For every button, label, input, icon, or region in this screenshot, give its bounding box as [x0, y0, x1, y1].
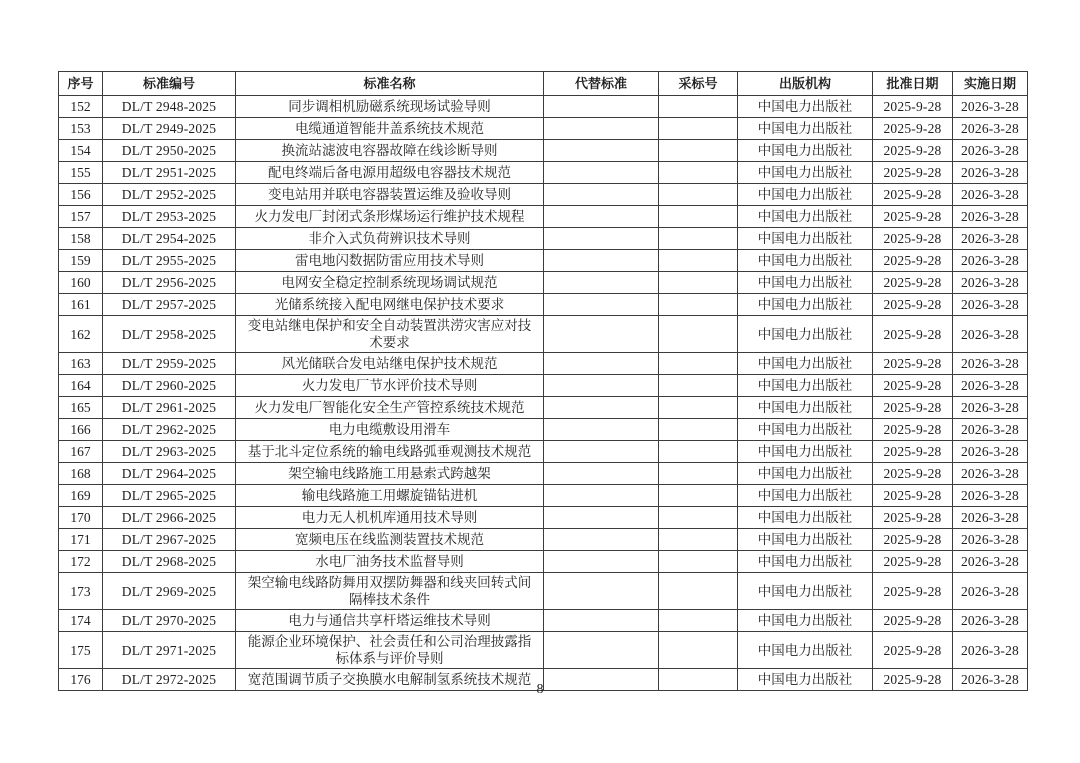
cell-serial-number: 163: [59, 353, 103, 375]
cell-publisher: 中国电力出版社: [738, 353, 873, 375]
table-row: [59, 573, 1028, 610]
cell-approval-date: 2025-9-28: [873, 162, 953, 184]
cell-standard-name: 能源企业环境保护、社会责任和公司治理披露指标体系与评价导则: [236, 632, 544, 669]
cell-serial-number: 166: [59, 419, 103, 441]
cell-implementation-date: 2026-3-28: [953, 419, 1028, 441]
cell-adopted-number: [659, 228, 738, 250]
cell-implementation-date: 2026-3-28: [953, 375, 1028, 397]
cell-approval-date: 2025-9-28: [873, 272, 953, 294]
table-row: [59, 272, 1028, 294]
cell-replaced-standard: [544, 316, 659, 353]
table-row: [59, 96, 1028, 118]
cell-replaced-standard: [544, 463, 659, 485]
cell-standard-name: 电力电缆敷设用滑车: [236, 419, 544, 441]
table-row: [59, 206, 1028, 228]
cell-standard-code: DL/T 2952-2025: [103, 184, 236, 206]
cell-publisher: 中国电力出版社: [738, 669, 873, 691]
cell-approval-date: 2025-9-28: [873, 632, 953, 669]
column-header-approval-date: 批准日期: [873, 72, 953, 96]
cell-publisher: 中国电力出版社: [738, 529, 873, 551]
cell-serial-number: 157: [59, 206, 103, 228]
cell-serial-number: 169: [59, 485, 103, 507]
cell-replaced-standard: [544, 353, 659, 375]
cell-implementation-date: 2026-3-28: [953, 397, 1028, 419]
table-row: [59, 463, 1028, 485]
cell-serial-number: 159: [59, 250, 103, 272]
cell-standard-name: 配电终端后备电源用超级电容器技术规范: [236, 162, 544, 184]
cell-standard-name: 电力与通信共享杆塔运维技术导则: [236, 610, 544, 632]
cell-implementation-date: 2026-3-28: [953, 272, 1028, 294]
cell-standard-name: 基于北斗定位系统的输电线路弧垂观测技术规范: [236, 441, 544, 463]
cell-standard-code: DL/T 2950-2025: [103, 140, 236, 162]
column-header-replaced: 代替标准: [544, 72, 659, 96]
column-header-code: 标准编号: [103, 72, 236, 96]
cell-approval-date: 2025-9-28: [873, 118, 953, 140]
cell-adopted-number: [659, 419, 738, 441]
cell-adopted-number: [659, 375, 738, 397]
cell-publisher: 中国电力出版社: [738, 118, 873, 140]
table-row: [59, 140, 1028, 162]
cell-serial-number: 175: [59, 632, 103, 669]
cell-serial-number: 156: [59, 184, 103, 206]
cell-publisher: 中国电力出版社: [738, 441, 873, 463]
cell-adopted-number: [659, 140, 738, 162]
cell-replaced-standard: [544, 96, 659, 118]
cell-adopted-number: [659, 551, 738, 573]
cell-publisher: 中国电力出版社: [738, 397, 873, 419]
cell-standard-code: DL/T 2962-2025: [103, 419, 236, 441]
cell-implementation-date: 2026-3-28: [953, 96, 1028, 118]
cell-standard-code: DL/T 2966-2025: [103, 507, 236, 529]
cell-implementation-date: 2026-3-28: [953, 250, 1028, 272]
cell-implementation-date: 2026-3-28: [953, 610, 1028, 632]
cell-implementation-date: 2026-3-28: [953, 184, 1028, 206]
cell-replaced-standard: [544, 529, 659, 551]
cell-approval-date: 2025-9-28: [873, 250, 953, 272]
cell-adopted-number: [659, 118, 738, 140]
cell-serial-number: 168: [59, 463, 103, 485]
cell-standard-name: 水电厂油务技术监督导则: [236, 551, 544, 573]
cell-approval-date: 2025-9-28: [873, 463, 953, 485]
cell-replaced-standard: [544, 228, 659, 250]
cell-publisher: 中国电力出版社: [738, 463, 873, 485]
table-row: [59, 610, 1028, 632]
cell-standard-name: 架空输电线路施工用悬索式跨越架: [236, 463, 544, 485]
cell-standard-code: DL/T 2971-2025: [103, 632, 236, 669]
table-row: [59, 485, 1028, 507]
cell-standard-name: 火力发电厂封闭式条形煤场运行维护技术规程: [236, 206, 544, 228]
cell-approval-date: 2025-9-28: [873, 669, 953, 691]
page-number: 8: [536, 682, 544, 697]
cell-replaced-standard: [544, 632, 659, 669]
cell-serial-number: 172: [59, 551, 103, 573]
cell-implementation-date: 2026-3-28: [953, 353, 1028, 375]
cell-adopted-number: [659, 294, 738, 316]
cell-replaced-standard: [544, 551, 659, 573]
table-row: [59, 162, 1028, 184]
cell-serial-number: 161: [59, 294, 103, 316]
table-row: [59, 294, 1028, 316]
cell-adopted-number: [659, 632, 738, 669]
cell-adopted-number: [659, 507, 738, 529]
cell-standard-name: 电网安全稳定控制系统现场调试规范: [236, 272, 544, 294]
cell-standard-name: 变电站继电保护和安全自动装置洪涝灾害应对技术要求: [236, 316, 544, 353]
standards-table-body: [59, 96, 1028, 691]
cell-implementation-date: 2026-3-28: [953, 507, 1028, 529]
cell-replaced-standard: [544, 294, 659, 316]
cell-publisher: 中国电力出版社: [738, 632, 873, 669]
cell-replaced-standard: [544, 610, 659, 632]
table-row: [59, 118, 1028, 140]
cell-serial-number: 154: [59, 140, 103, 162]
cell-publisher: 中国电力出版社: [738, 610, 873, 632]
table-header: [59, 72, 1028, 96]
cell-adopted-number: [659, 573, 738, 610]
cell-adopted-number: [659, 485, 738, 507]
table-row: [59, 353, 1028, 375]
cell-publisher: 中国电力出版社: [738, 551, 873, 573]
cell-standard-name: 火力发电厂节水评价技术导则: [236, 375, 544, 397]
column-header-no: 序号: [59, 72, 103, 96]
cell-replaced-standard: [544, 573, 659, 610]
cell-standard-code: DL/T 2965-2025: [103, 485, 236, 507]
cell-serial-number: 173: [59, 573, 103, 610]
cell-standard-name: 同步调相机励磁系统现场试验导则: [236, 96, 544, 118]
cell-approval-date: 2025-9-28: [873, 375, 953, 397]
cell-approval-date: 2025-9-28: [873, 316, 953, 353]
cell-publisher: 中国电力出版社: [738, 250, 873, 272]
table-row: [59, 397, 1028, 419]
cell-standard-code: DL/T 2953-2025: [103, 206, 236, 228]
cell-replaced-standard: [544, 184, 659, 206]
column-header-implementation-date: 实施日期: [953, 72, 1028, 96]
cell-approval-date: 2025-9-28: [873, 529, 953, 551]
cell-adopted-number: [659, 441, 738, 463]
column-header-adopted: 采标号: [659, 72, 738, 96]
cell-implementation-date: 2026-3-28: [953, 118, 1028, 140]
cell-standard-name: 变电站用并联电容器装置运维及验收导则: [236, 184, 544, 206]
cell-standard-code: DL/T 2963-2025: [103, 441, 236, 463]
cell-standard-code: DL/T 2960-2025: [103, 375, 236, 397]
cell-implementation-date: 2026-3-28: [953, 162, 1028, 184]
cell-adopted-number: [659, 610, 738, 632]
cell-approval-date: 2025-9-28: [873, 507, 953, 529]
cell-publisher: 中国电力出版社: [738, 96, 873, 118]
cell-serial-number: 164: [59, 375, 103, 397]
cell-replaced-standard: [544, 397, 659, 419]
cell-publisher: 中国电力出版社: [738, 162, 873, 184]
cell-approval-date: 2025-9-28: [873, 294, 953, 316]
table-row: [59, 441, 1028, 463]
cell-publisher: 中国电力出版社: [738, 485, 873, 507]
cell-standard-name: 换流站滤波电容器故障在线诊断导则: [236, 140, 544, 162]
cell-approval-date: 2025-9-28: [873, 485, 953, 507]
cell-adopted-number: [659, 529, 738, 551]
table-row: [59, 228, 1028, 250]
cell-standard-code: DL/T 2957-2025: [103, 294, 236, 316]
cell-standard-code: DL/T 2958-2025: [103, 316, 236, 353]
cell-adopted-number: [659, 353, 738, 375]
cell-adopted-number: [659, 184, 738, 206]
cell-adopted-number: [659, 397, 738, 419]
cell-replaced-standard: [544, 206, 659, 228]
cell-standard-code: DL/T 2970-2025: [103, 610, 236, 632]
cell-standard-name: 宽范围调节质子交换膜水电解制氢系统技术规范: [236, 669, 544, 691]
cell-serial-number: 152: [59, 96, 103, 118]
cell-standard-code: DL/T 2948-2025: [103, 96, 236, 118]
cell-publisher: 中国电力出版社: [738, 228, 873, 250]
cell-implementation-date: 2026-3-28: [953, 529, 1028, 551]
cell-standard-code: DL/T 2972-2025: [103, 669, 236, 691]
cell-replaced-standard: [544, 485, 659, 507]
cell-replaced-standard: [544, 441, 659, 463]
cell-publisher: 中国电力出版社: [738, 419, 873, 441]
cell-approval-date: 2025-9-28: [873, 206, 953, 228]
cell-serial-number: 158: [59, 228, 103, 250]
cell-serial-number: 176: [59, 669, 103, 691]
table-row: [59, 507, 1028, 529]
cell-publisher: 中国电力出版社: [738, 573, 873, 610]
cell-implementation-date: 2026-3-28: [953, 228, 1028, 250]
cell-adopted-number: [659, 272, 738, 294]
cell-standard-name: 风光储联合发电站继电保护技术规范: [236, 353, 544, 375]
cell-approval-date: 2025-9-28: [873, 353, 953, 375]
column-header-publisher: 出版机构: [738, 72, 873, 96]
cell-serial-number: 167: [59, 441, 103, 463]
cell-implementation-date: 2026-3-28: [953, 632, 1028, 669]
cell-implementation-date: 2026-3-28: [953, 316, 1028, 353]
cell-standard-code: DL/T 2951-2025: [103, 162, 236, 184]
cell-publisher: 中国电力出版社: [738, 184, 873, 206]
cell-serial-number: 165: [59, 397, 103, 419]
cell-standard-code: DL/T 2968-2025: [103, 551, 236, 573]
cell-standard-name: 宽频电压在线监测装置技术规范: [236, 529, 544, 551]
cell-implementation-date: 2026-3-28: [953, 669, 1028, 691]
cell-approval-date: 2025-9-28: [873, 573, 953, 610]
cell-replaced-standard: [544, 118, 659, 140]
cell-replaced-standard: [544, 507, 659, 529]
table-row: [59, 375, 1028, 397]
cell-approval-date: 2025-9-28: [873, 441, 953, 463]
cell-approval-date: 2025-9-28: [873, 419, 953, 441]
cell-publisher: 中国电力出版社: [738, 140, 873, 162]
cell-standard-name: 光储系统接入配电网继电保护技术要求: [236, 294, 544, 316]
cell-standard-code: DL/T 2955-2025: [103, 250, 236, 272]
cell-adopted-number: [659, 316, 738, 353]
cell-publisher: 中国电力出版社: [738, 507, 873, 529]
cell-replaced-standard: [544, 162, 659, 184]
table-row: [59, 316, 1028, 353]
cell-replaced-standard: [544, 140, 659, 162]
table-row: [59, 184, 1028, 206]
cell-publisher: 中国电力出版社: [738, 206, 873, 228]
column-header-name: 标准名称: [236, 72, 544, 96]
cell-standard-code: DL/T 2967-2025: [103, 529, 236, 551]
cell-standard-code: DL/T 2961-2025: [103, 397, 236, 419]
standards-table: [58, 71, 1028, 691]
cell-replaced-standard: [544, 250, 659, 272]
cell-replaced-standard: [544, 375, 659, 397]
cell-approval-date: 2025-9-28: [873, 610, 953, 632]
cell-adopted-number: [659, 206, 738, 228]
cell-implementation-date: 2026-3-28: [953, 573, 1028, 610]
cell-publisher: 中国电力出版社: [738, 294, 873, 316]
cell-serial-number: 153: [59, 118, 103, 140]
cell-approval-date: 2025-9-28: [873, 551, 953, 573]
cell-implementation-date: 2026-3-28: [953, 441, 1028, 463]
table-row: [59, 529, 1028, 551]
cell-standard-code: DL/T 2964-2025: [103, 463, 236, 485]
cell-approval-date: 2025-9-28: [873, 96, 953, 118]
cell-standard-code: DL/T 2954-2025: [103, 228, 236, 250]
table-row: [59, 632, 1028, 669]
cell-serial-number: 174: [59, 610, 103, 632]
cell-approval-date: 2025-9-28: [873, 397, 953, 419]
cell-approval-date: 2025-9-28: [873, 140, 953, 162]
cell-standard-name: 输电线路施工用螺旋锚钻进机: [236, 485, 544, 507]
cell-implementation-date: 2026-3-28: [953, 206, 1028, 228]
cell-implementation-date: 2026-3-28: [953, 294, 1028, 316]
cell-approval-date: 2025-9-28: [873, 228, 953, 250]
cell-standard-name: 电缆通道智能井盖系统技术规范: [236, 118, 544, 140]
cell-serial-number: 160: [59, 272, 103, 294]
cell-standard-code: DL/T 2959-2025: [103, 353, 236, 375]
cell-serial-number: 162: [59, 316, 103, 353]
cell-standard-name: 雷电地闪数据防雷应用技术导则: [236, 250, 544, 272]
cell-adopted-number: [659, 96, 738, 118]
cell-replaced-standard: [544, 272, 659, 294]
cell-adopted-number: [659, 250, 738, 272]
cell-standard-name: 电力无人机机库通用技术导则: [236, 507, 544, 529]
table-row: [59, 551, 1028, 573]
cell-implementation-date: 2026-3-28: [953, 463, 1028, 485]
cell-standard-name: 架空输电线路防舞用双摆防舞器和线夹回转式间隔棒技术条件: [236, 573, 544, 610]
cell-publisher: 中国电力出版社: [738, 375, 873, 397]
cell-serial-number: 170: [59, 507, 103, 529]
table-row: [59, 250, 1028, 272]
cell-serial-number: 155: [59, 162, 103, 184]
cell-publisher: 中国电力出版社: [738, 316, 873, 353]
cell-standard-code: DL/T 2956-2025: [103, 272, 236, 294]
cell-adopted-number: [659, 162, 738, 184]
cell-serial-number: 171: [59, 529, 103, 551]
cell-standard-name: 火力发电厂智能化安全生产管控系统技术规范: [236, 397, 544, 419]
cell-standard-code: DL/T 2949-2025: [103, 118, 236, 140]
cell-implementation-date: 2026-3-28: [953, 551, 1028, 573]
cell-implementation-date: 2026-3-28: [953, 485, 1028, 507]
cell-publisher: 中国电力出版社: [738, 272, 873, 294]
cell-standard-name: 非介入式负荷辨识技术导则: [236, 228, 544, 250]
table-header-row: [59, 72, 1028, 96]
table-row: [59, 419, 1028, 441]
cell-standard-code: DL/T 2969-2025: [103, 573, 236, 610]
cell-approval-date: 2025-9-28: [873, 184, 953, 206]
cell-adopted-number: [659, 463, 738, 485]
cell-replaced-standard: [544, 419, 659, 441]
cell-implementation-date: 2026-3-28: [953, 140, 1028, 162]
